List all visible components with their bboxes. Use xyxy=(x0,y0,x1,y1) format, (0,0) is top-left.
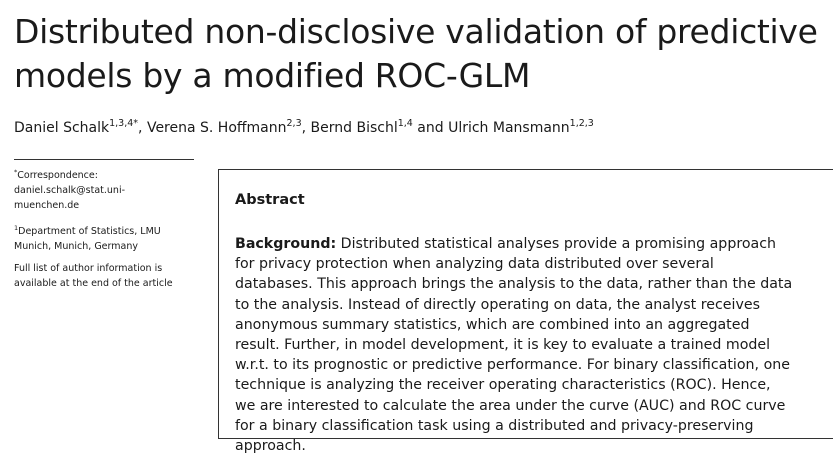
sidebar-divider xyxy=(14,159,194,160)
author-info-note xyxy=(14,261,199,291)
abstract-background xyxy=(235,234,795,456)
paper-title: Distributed non-disclosive validation of predictive models by a modified ROC-GLM xyxy=(14,12,818,95)
correspondence-note xyxy=(14,168,199,213)
background-label: Background: xyxy=(235,236,337,252)
author-info-line: Full list of author information is xyxy=(14,263,163,274)
affiliation-line: Munich, Munich, Germany xyxy=(14,241,138,252)
abstract-heading: Abstract xyxy=(235,192,305,208)
author-name: Ulrich Mansmann xyxy=(448,120,570,136)
background-text: Distributed statistical analyses provide a promising approach for privacy protection when analyzing data distributed over several databases. This approach brings the analysis to the data, rather than the data to the analysis. Instead of directly operating on data, the analyst receives anonymous summary statistics, which are combined into an aggregated result. Further, in model development, it is key to evaluate a trained model w.r.t. to its prognostic or predictive performance. For binary classification, one technique is analyzing the receiver operating characteristics (ROC). Hence, we are interested to calculate the area under the curve (AUC) and ROC curve for a binary classification task using a distributed and privacy-preserving approach. xyxy=(235,236,793,455)
author-list xyxy=(14,118,824,138)
affiliation-mark: 1 xyxy=(14,224,19,232)
author-affiliation-marks: 1,3,4* xyxy=(109,118,139,129)
author-affiliation-marks: 1,4 xyxy=(397,118,413,129)
author-separator: , xyxy=(301,120,311,136)
author-name: Verena S. Hoffmann xyxy=(146,120,287,136)
affiliation-line: Department of Statistics, LMU xyxy=(18,226,161,237)
author-name: Bernd Bischl xyxy=(310,120,398,136)
author-affiliation-marks: 2,3 xyxy=(286,118,302,129)
correspondence-email-cont[interactable]: muenchen.de xyxy=(14,200,80,211)
author-separator: and xyxy=(412,120,449,136)
author-info-line: available at the end of the article xyxy=(14,278,173,289)
correspondence-mark: * xyxy=(14,168,18,176)
correspondence-label: Correspondence: xyxy=(17,170,98,181)
author-affiliation-marks: 1,2,3 xyxy=(569,118,594,129)
author-name: Daniel Schalk xyxy=(14,120,110,136)
author-separator: , xyxy=(138,120,147,136)
affiliation-note xyxy=(14,224,199,254)
correspondence-email[interactable]: daniel.schalk@stat.uni- xyxy=(14,185,126,196)
